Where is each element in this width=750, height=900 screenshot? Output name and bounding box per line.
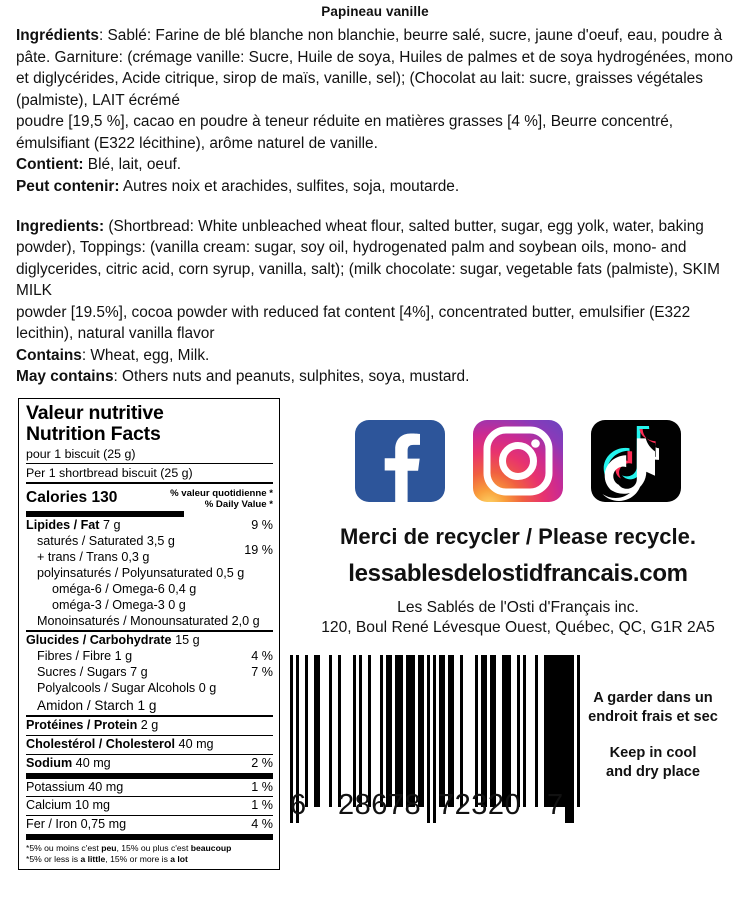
nutrient-name: Fibres / Fibre 1 g <box>37 649 133 664</box>
nutrient-name: Cholestérol / Cholesterol 40 mg <box>26 736 214 751</box>
nutrition-title-english: Nutrition Facts <box>26 423 161 446</box>
nutrition-title-french: Valeur nutritive <box>26 402 164 424</box>
barcode-bar <box>463 655 475 807</box>
barcode <box>290 655 580 823</box>
barcode-group-left: 28678 <box>338 788 422 821</box>
contains-french-line <box>16 154 736 176</box>
daily-value: 19 % <box>244 543 273 558</box>
nutrient-name: Polyalcools / Sugar Alcohols 0 g <box>37 681 217 696</box>
rule-divider <box>26 482 273 484</box>
rule-divider <box>26 463 273 464</box>
footnote-french-bold2: beaucoup <box>190 843 232 854</box>
tiktok-glyph <box>591 420 681 502</box>
table-row <box>26 681 273 697</box>
barcode-bar <box>395 655 404 807</box>
may-contain-french-value: Autres noix et arachides, sulfites, soja, moutarde. <box>119 177 460 195</box>
rule-divider <box>26 630 273 632</box>
serving-size-french: pour 1 biscuit (25 g) <box>26 447 136 462</box>
storage-instructions <box>564 689 742 783</box>
nutrient-name: Lipides / Fat 7 g <box>26 518 121 533</box>
daily-value-header <box>170 487 273 511</box>
daily-value: 1 % <box>251 779 273 794</box>
barcode-bars <box>290 655 580 807</box>
footnote-french-part2: , 15% ou plus c'est <box>116 843 191 854</box>
nutrient-name: Sodium 40 mg <box>26 755 111 770</box>
daily-value-header-french: % valeur quotidienne * <box>170 487 273 499</box>
right-column <box>286 396 750 855</box>
rule-divider <box>26 815 273 816</box>
website-url[interactable]: lessablesdelostidfrancais.com <box>348 560 688 587</box>
ingredients-french-block <box>0 25 750 198</box>
may-contain-french-line <box>16 176 736 198</box>
barcode-group-right: 72320 <box>438 788 522 821</box>
page-title: Papineau vanille <box>321 4 429 19</box>
footnote-top-rule <box>26 834 273 840</box>
nutrient-rows <box>26 518 273 833</box>
calories-underline <box>26 511 184 517</box>
table-row <box>26 718 273 734</box>
nutrient-name: + trans / Trans 0,3 g <box>37 550 150 565</box>
barcode-bar <box>502 655 511 807</box>
nutrient-name: Sucres / Sugars 7 g <box>37 665 148 680</box>
barcode-bar <box>406 655 415 807</box>
footnote-french <box>26 843 273 854</box>
rule-divider <box>26 715 273 717</box>
table-row <box>26 534 273 566</box>
table-row <box>26 582 273 598</box>
table-row <box>26 780 273 796</box>
table-row <box>26 566 273 582</box>
social-media-row <box>286 396 750 502</box>
barcode-numbers <box>290 789 580 823</box>
barcode-bar <box>320 655 329 807</box>
daily-value: 7 % <box>251 665 273 680</box>
recycle-message: Merci de recycler / Please recycle. <box>340 524 696 549</box>
daily-value: 9 % <box>251 518 273 533</box>
contains-french-value: Blé, lait, oeuf. <box>83 156 182 174</box>
ingredients-english-label: Ingredients: <box>16 217 105 235</box>
calories-row <box>26 485 273 511</box>
footnote-english-bold2: a lot <box>170 854 188 865</box>
rule-divider <box>26 735 273 736</box>
instagram-glyph <box>473 420 563 502</box>
ingredients-french-text: : Sablé: Farine de blé blanche non blanchie, beurre salé, sucre, jaune d'oeuf, eau, poudre à pâte. Garniture: (crémage vanille: Sucre, Huile de soya, Huiles de palmes et de soya hydrogénées, mono et diglycérides, Acide citrique, sirop de maïs, vanille, sel); (Chocolat au lait: sucre, graisses végétales (palmiste), LAIT écrémé <box>16 27 733 109</box>
daily-value-footnote <box>26 841 273 865</box>
footnote-french-part1: *5% ou moins c'est <box>26 843 102 854</box>
tiktok-icon[interactable] <box>591 420 681 502</box>
table-row <box>26 649 273 665</box>
barcode-and-storage-row <box>286 655 750 855</box>
ingredients-french-paragraph <box>16 25 736 111</box>
may-contain-english-line <box>16 366 736 388</box>
table-row <box>26 518 273 534</box>
barcode-bar <box>341 655 353 807</box>
ingredients-french-label: Ingrédients <box>16 27 99 44</box>
ingredients-english-text: (Shortbread: White unbleached wheat flour, salted butter, sugar, egg yolk, water, baking powder), Toppings: (vanilla cream: sugar, soy oil, hydrogenated palm and soybean oils, mono- and diglycerides, citric acid, corn syrup, vanilla, salt); (milk chocolate: sugar, vegetable fats (palmiste), SKIM MILK <box>16 217 720 300</box>
table-row <box>26 798 273 814</box>
daily-value-header-english: % Daily Value * <box>204 499 273 511</box>
barcode-digit-first: 6 <box>290 788 307 821</box>
facebook-icon[interactable] <box>355 420 445 502</box>
nutrient-name: Calcium 10 mg <box>26 798 110 813</box>
nutrient-name: polyinsaturés / Polyunsaturated 0,5 g <box>37 566 245 581</box>
footnote-english-part1: *5% or less is <box>26 854 81 865</box>
table-row <box>26 817 273 833</box>
footnote-english-bold1: a little <box>80 854 106 865</box>
nutrient-name: Protéines / Protein 2 g <box>26 718 159 733</box>
footnote-english-part2: , 15% or more is <box>105 854 171 865</box>
storage-spacer <box>564 727 742 744</box>
table-row <box>26 614 273 630</box>
daily-value: 4 % <box>251 817 273 832</box>
ingredients-english-block <box>0 216 750 389</box>
rule-divider <box>26 773 273 779</box>
ingredients-english-paragraph <box>16 216 736 302</box>
nutrient-name: Potassium 40 mg <box>26 779 124 794</box>
instagram-icon[interactable] <box>473 420 563 502</box>
company-info <box>286 598 750 639</box>
contains-french-label: Contient: <box>16 156 84 174</box>
storage-english-line2: and dry place <box>605 764 701 781</box>
storage-french-line2: endroit frais et sec <box>588 708 718 725</box>
may-contain-french-label: Peut contenir: <box>16 177 120 195</box>
nutrient-name: oméga-6 / Omega-6 0,4 g <box>52 581 197 596</box>
barcode-digit-last: 7 <box>547 788 564 821</box>
may-contain-english-label: May contains <box>16 368 114 386</box>
lower-panel-area <box>0 396 750 900</box>
serving-size-english: Per 1 shortbread biscuit (25 g) <box>26 465 193 480</box>
footnote-english <box>26 854 273 865</box>
daily-value: 4 % <box>251 649 273 664</box>
contains-english-line <box>16 345 736 367</box>
may-contain-english-value: : Others nuts and peanuts, sulphites, soya, mustard. <box>113 368 470 386</box>
facebook-glyph <box>355 420 445 502</box>
table-row <box>26 737 273 753</box>
nutrient-name: saturés / Saturated 3,5 g <box>37 534 175 549</box>
nutrient-name: Fer / Iron 0,75 mg <box>26 817 127 832</box>
rule-divider <box>26 754 273 755</box>
nutrition-facts-panel <box>18 398 280 870</box>
storage-french-line1: A garder dans un <box>593 689 713 706</box>
table-row <box>26 598 273 614</box>
storage-english-line1: Keep in cool <box>609 745 697 762</box>
nutrient-name: Glucides / Carbohydrate 15 g <box>26 633 200 648</box>
rule-divider <box>26 796 273 797</box>
daily-value: 1 % <box>251 798 273 813</box>
nutrient-name: Amidon / Starch 1 g <box>37 697 157 713</box>
barcode-bar <box>371 655 380 807</box>
daily-value: 2 % <box>251 755 273 770</box>
nutrient-name: oméga-3 / Omega-3 0 g <box>52 597 186 612</box>
footnote-french-bold1: peu <box>101 843 117 854</box>
contains-english-value: : Wheat, egg, Milk. <box>81 346 210 364</box>
table-row <box>26 697 273 714</box>
nutrient-name: Monoinsaturés / Monounsaturated 2,0 g <box>37 613 260 628</box>
company-name: Les Sablés de l'Osti d'Français inc. <box>397 599 639 616</box>
ingredients-french-paragraph-2: poudre [19,5 %], cacao en poudre à teneur réduite en matières grasses [4 %], Beurre concentré, émulsifiant (E322 lécithine), arôme naturel de vanille. <box>16 113 674 152</box>
table-row <box>26 633 273 649</box>
barcode-bar <box>526 655 535 807</box>
calories-value: Calories 130 <box>26 488 118 506</box>
contains-english-label: Contains <box>16 346 82 364</box>
table-row <box>26 756 273 772</box>
table-row <box>26 665 273 681</box>
company-address: 120, Boul René Lévesque Ouest, Québec, QC, G1R 2A5 <box>321 619 715 637</box>
ingredients-english-paragraph-2: powder [19.5%], cocoa powder with reduced fat content [4%], concentrated butter, emulsifier (E322 lecithin), natural vanilla flavor <box>16 303 691 343</box>
